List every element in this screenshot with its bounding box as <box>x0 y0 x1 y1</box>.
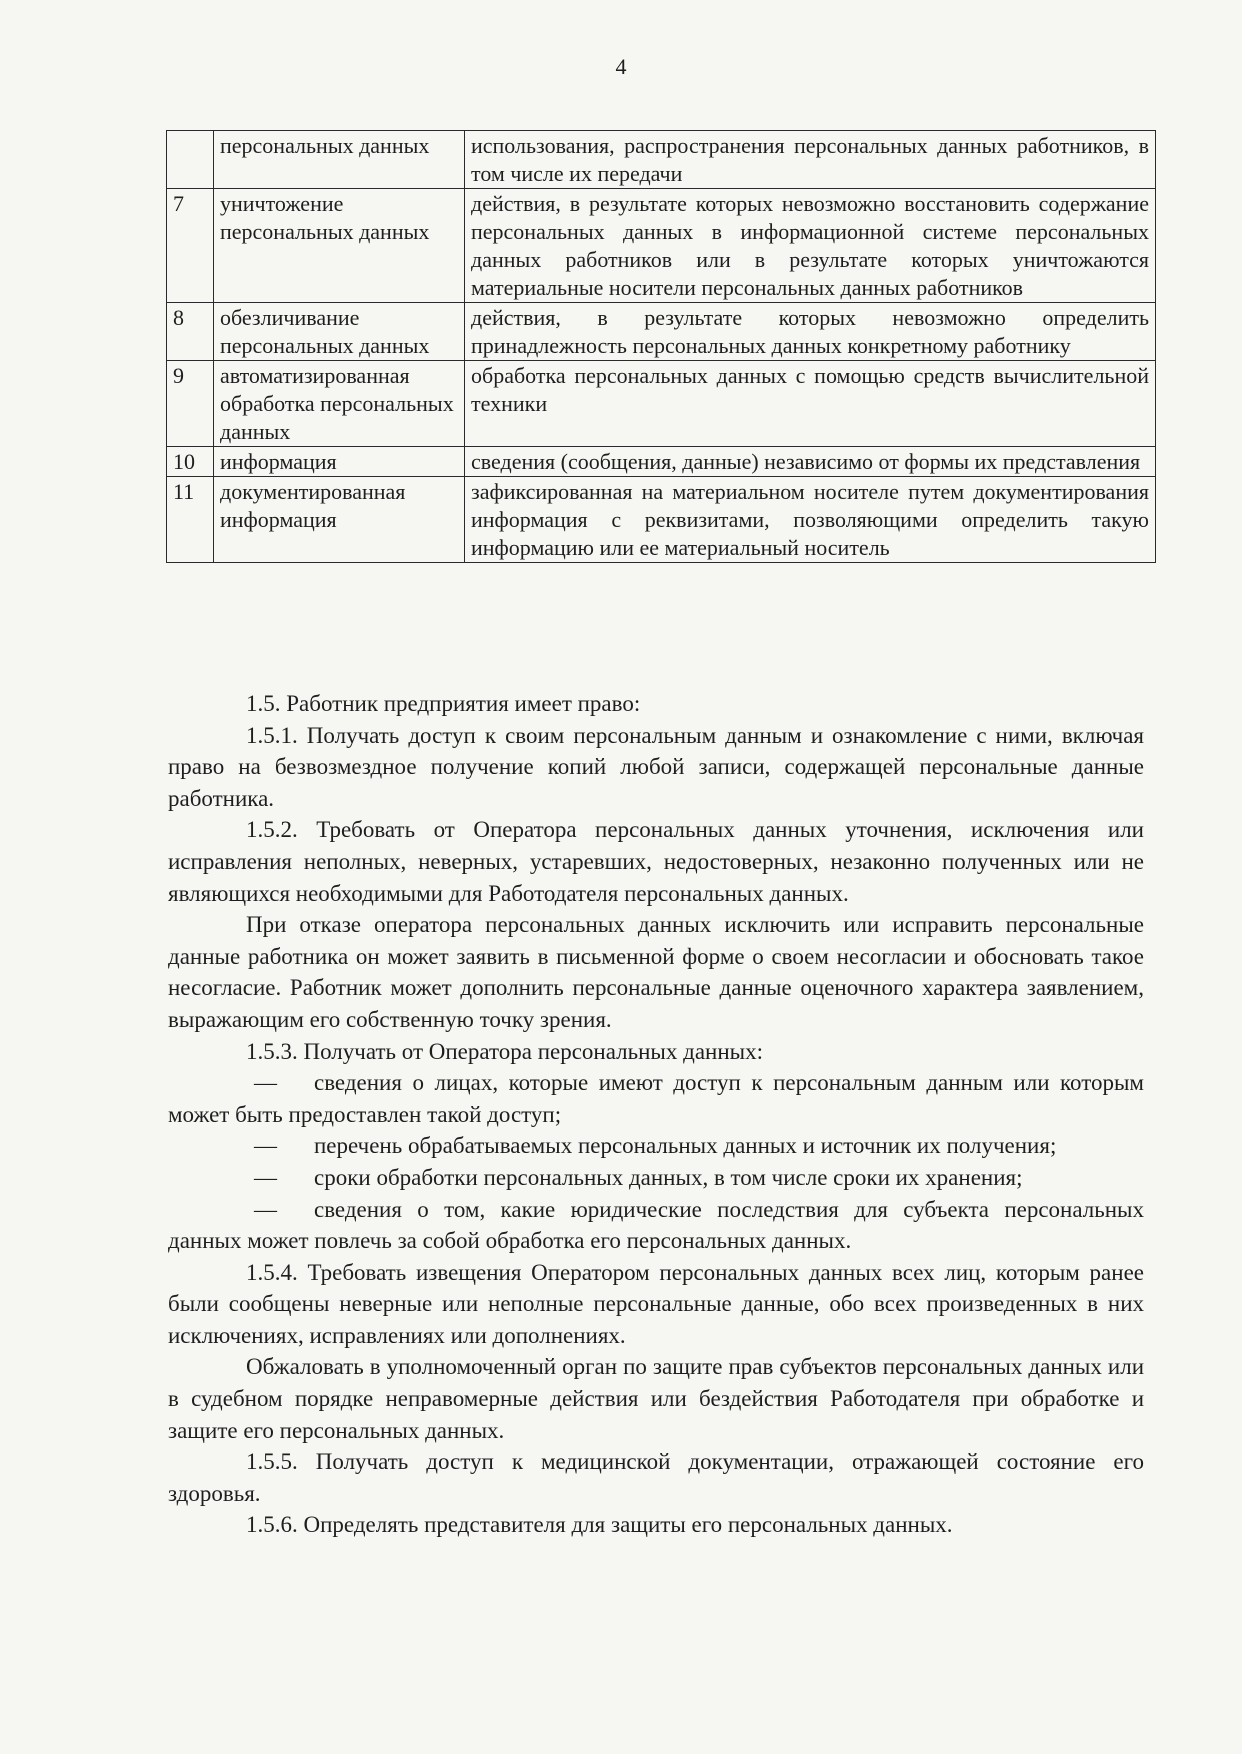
term-cell: документированная информация <box>214 477 465 563</box>
paragraph-appeal: Обжаловать в уполномоченный орган по защите прав субъектов персональных данных или в судебном порядке неправомерные действия или бездействия Работодателя при обработке и защите его персональных данных. <box>168 1354 1144 1443</box>
paragraph-1-5-1: 1.5.1. Получать доступ к своим персональным данным и ознакомление с ними, включая право на безвозмездное получение копий любой записи, содержащей персональные данные работника. <box>168 722 1144 811</box>
list-item-text: сведения о лицах, которые имеют доступ к персональным данным или которым может быть предоставлен такой доступ; <box>168 1070 1144 1127</box>
list-item-text: сроки обработки персональных данных, в том числе сроки их хранения; <box>314 1164 1023 1190</box>
row-number <box>167 131 214 189</box>
term-cell: уничтожение персональных данных <box>214 189 465 303</box>
paragraph-1-5-6: 1.5.6. Определять представителя для защиты его персональных данных. <box>246 1512 953 1538</box>
table-row <box>167 361 1156 447</box>
definition-cell: зафиксированная на материальном носителе путем документирования информация с реквизитами, позволяющими определить такую информацию или ее материальный носитель <box>465 477 1156 563</box>
row-number: 10 <box>167 447 214 477</box>
paragraph-1-5-4: 1.5.4. Требовать извещения Оператором персональных данных всех лиц, которым ранее были сообщены неверные или неполные персональные данные, обо всех произведенных в них исключениях, исправлениях или дополнениях. <box>168 1259 1144 1348</box>
list-item <box>168 1194 1144 1257</box>
dash-marker: — <box>254 1070 277 1096</box>
table-row <box>167 477 1156 563</box>
row-number: 8 <box>167 303 214 361</box>
table-row <box>167 189 1156 303</box>
term-cell: персональных данных <box>214 131 465 189</box>
paragraph-1-5-3: 1.5.3. Получать от Оператора персональных данных: <box>246 1038 763 1064</box>
paragraph-refusal: При отказе оператора персональных данных исключить или исправить персональные данные работника он может заявить в письменной форме о своем несогласии и обосновать такое несогласие. Работник может дополнить персональные данные оценочного характера заявлением, выражающим его собственную точку зрения. <box>168 912 1144 1032</box>
paragraph-1-5-2: 1.5.2. Требовать от Оператора персональных данных уточнения, исключения или исправления неполных, неверных, устаревших, недостоверных, незаконно полученных или не являющихся необходимыми для Работодателя персональных данных. <box>168 817 1144 906</box>
table-row <box>167 303 1156 361</box>
definition-cell: сведения (сообщения, данные) независимо от формы их представления <box>465 447 1156 477</box>
row-number: 11 <box>167 477 214 563</box>
definition-cell: использования, распространения персональных данных работников, в том числе их передачи <box>465 131 1156 189</box>
document-body <box>168 688 1144 1541</box>
table-row <box>167 447 1156 477</box>
row-number: 9 <box>167 361 214 447</box>
table-row <box>167 131 1156 189</box>
definition-cell: обработка персональных данных с помощью средств вычислительной техники <box>465 361 1156 447</box>
definitions-table <box>166 130 1156 563</box>
term-cell: автоматизированная обработка персональных данных <box>214 361 465 447</box>
list-item-text: перечень обрабатываемых персональных данных и источник их получения; <box>314 1133 1057 1159</box>
term-cell: обезличивание персональных данных <box>214 303 465 361</box>
paragraph-1-5: 1.5. Работник предприятия имеет право: <box>246 691 641 716</box>
dash-marker: — <box>254 1164 277 1190</box>
dash-marker: — <box>254 1133 277 1159</box>
term-cell: информация <box>214 447 465 477</box>
list-item <box>168 1067 1144 1130</box>
list-item-text: сведения о том, какие юридические последствия для субъекта персональных данных может повлечь за собой обработка его персональных данных. <box>168 1196 1144 1254</box>
list-item <box>168 1130 1144 1162</box>
page-number: 4 <box>615 54 627 79</box>
definition-cell: действия, в результате которых невозможно восстановить содержание персональных данных в информационной системе персональных данных работников или в результате которых уничтожаются материальные носители персональных данных работников <box>465 189 1156 303</box>
list-item <box>168 1162 1144 1194</box>
dash-marker: — <box>254 1196 277 1222</box>
paragraph-1-5-5: 1.5.5. Получать доступ к медицинской документации, отражающей состояние его здоровья. <box>168 1449 1144 1506</box>
definition-cell: действия, в результате которых невозможно определить принадлежность персональных данных конкретному работнику <box>465 303 1156 361</box>
row-number: 7 <box>167 189 214 303</box>
